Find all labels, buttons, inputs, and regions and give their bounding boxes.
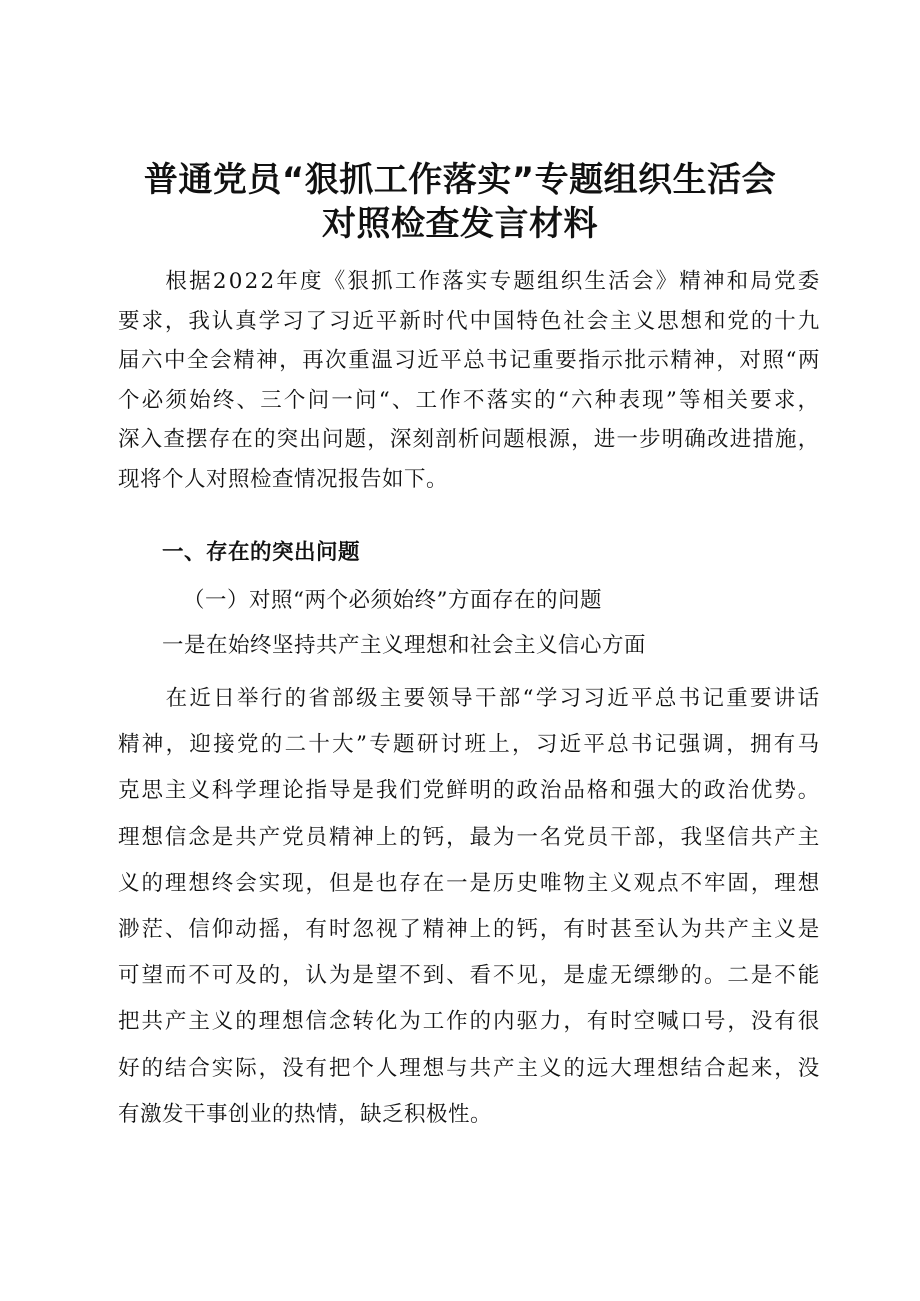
intro-line: 届 六 中 全 会 精 神 ， 再 次 重 温 习 近 平 总 书 记 重 要 指 示 批 示 精 神 ， 对 照 “ 两 [118,348,820,373]
body-line: 精 神 ， 迎 接 党 的 二 十 大 ” 专 题 研 讨 班 上 ， 习 近 平 总 书 记 强 调 ， 拥 有 马 [118,732,820,758]
title-line-2: 对照检查发言材料 [322,204,598,244]
body-line: 可 望 而 不 可 及 的 ， 认 为 是 望 不 到 、 看 不 见 ， 是 虚 无 缥 缈 的 。 二 是 不 能 [118,963,820,989]
body-line: 把 共 产 主 义 的 理 想 信 念 转 化 为 工 作 的 内 驱 力 ， 有 时 空 喊 口 号 ， 没 有 很 [118,1009,820,1035]
body-line: 渺 茫 、 信 仰 动 摇 ， 有 时 忽 视 了 精 神 上 的 钙 ， 有 时 甚 至 认 为 共 产 主 义 是 [118,916,820,942]
section-heading: 一、存在的突出问题 [162,540,361,565]
body-line: 义 的 理 想 终 会 实 现 ， 但 是 也 存 在 一 是 历 史 唯 物 主 义 观 点 不 牢 固 ， 理 想 [118,870,820,896]
intro-line: 根 据 2 0 2 2 年 度 《 狠 抓 工 作 落 实 专 题 组 织 生 活 会 》 精 神 和 局 党 委 [165,269,820,294]
intro-paragraph [118,262,820,499]
intro-line: 现将个人对照检查情况报告如下。 [118,466,449,492]
point-heading: 一是在始终坚持共产主义理想和社会主义信心方面 [162,633,647,658]
body-paragraph [118,676,820,1138]
body-line: 克 思 主 义 科 学 理 论 指 导 是 我 们 党 鲜 明 的 政 治 品 格 和 强 大 的 政 治 优 势 。 [118,778,820,804]
intro-line: 个 必 须 始 终 、 三 个 问 一 问 “ 、 工 作 不 落 实 的 “ 六 种 表 现 ” 等 相 关 要 求 ， [118,387,820,413]
subsection-heading: （一）对照“两个必须始终”方面存在的问题 [183,588,602,613]
body-line: 好 的 结 合 实 际 ， 没 有 把 个 人 理 想 与 共 产 主 义 的 远 大 理 想 结 合 起 来 ， 没 [118,1055,820,1081]
body-line: 有激发干事创业的热情，缺乏积极性。 [118,1101,493,1127]
document-title [60,158,860,246]
title-line-1: 普通党员“狠抓工作落实”专题组织生活会 [143,160,777,200]
body-line: 在 近 日 举 行 的 省 部 级 主 要 领 导 干 部 “ 学 习 习 近 平 总 书 记 重 要 讲 话 [165,686,820,711]
intro-line: 深 入 查 摆 存 在 的 突 出 问 题 ， 深 刻 剖 析 问 题 根 源 ， 进 一 步 明 确 改 进 措 施 ， [118,427,820,452]
intro-line: 要 求 ， 我 认 真 学 习 了 习 近 平 新 时 代 中 国 特 色 社 会 主 义 思 想 和 党 的 十 九 [118,308,820,334]
body-line: 理 想 信 念 是 共 产 党 员 精 神 上 的 钙 ， 最 为 一 名 党 员 干 部 ， 我 坚 信 共 产 主 [118,824,820,850]
